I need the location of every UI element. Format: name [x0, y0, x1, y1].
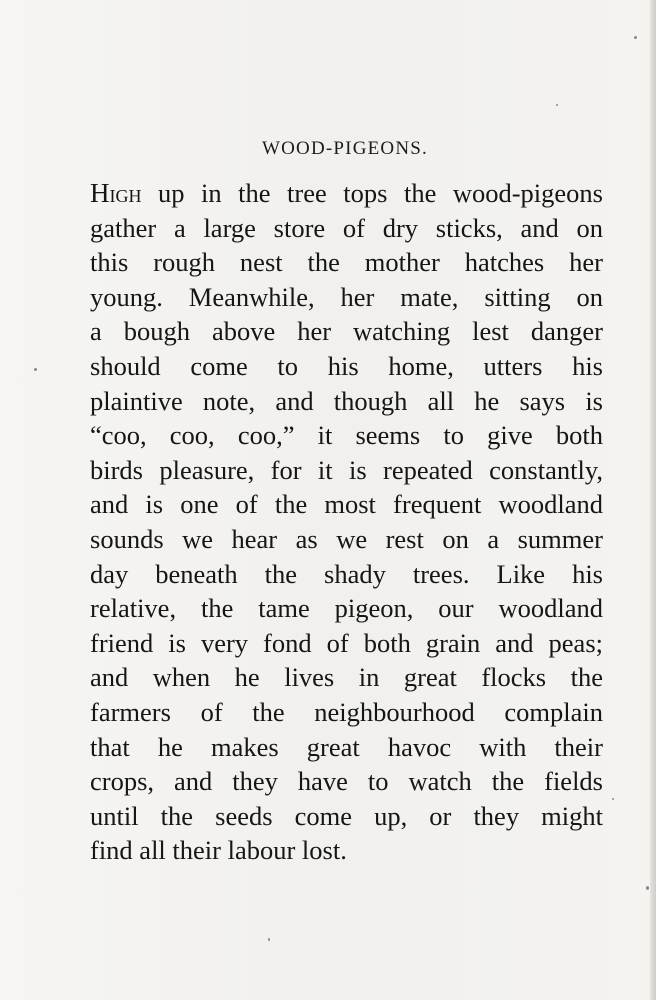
first-line-rest: up in the tree tops the wood-pigeons — [158, 178, 603, 208]
text-line: relative, the tame pigeon, our woodland — [90, 593, 603, 624]
page-title: WOOD-PIGEONS. — [261, 138, 428, 159]
text-line: until the seeds come up, or they might — [90, 800, 603, 831]
text-line: birds pleasure, for it is repeated constantly, — [90, 454, 603, 485]
paper-speck — [268, 938, 270, 941]
text-line: crops, and they have to watch the fields — [90, 766, 603, 797]
paper-speck — [612, 798, 614, 800]
text-line: and when he lives in great flocks the — [90, 662, 603, 693]
drop-capital: H — [90, 178, 110, 208]
text-line: farmers of the neighbourhood complain — [90, 696, 603, 727]
text-line: find all their labour lost. — [90, 835, 347, 866]
text-line: “coo, coo, coo,” it seems to give both — [90, 420, 603, 451]
text-line: day beneath the shady trees. Like his — [90, 558, 603, 589]
paper-speck — [634, 36, 637, 39]
text-line: young. Meanwhile, her mate, sitting on — [90, 281, 603, 312]
text-line: a bough above her watching lest danger — [90, 316, 603, 347]
text-line: plaintive note, and though all he says is — [90, 385, 603, 416]
text-line: that he makes great havoc with their — [90, 731, 603, 762]
paper-speck — [646, 886, 649, 890]
text-line: sounds we hear as we rest on a summer — [90, 523, 603, 554]
text-line: should come to his home, utters his — [90, 350, 603, 381]
text-line — [90, 176, 603, 211]
text-line: friend is very fond of both grain and peas; — [90, 627, 603, 658]
text-line: and is one of the most frequent woodland — [90, 489, 603, 520]
paper-speck — [556, 104, 558, 106]
text-line: this rough nest the mother hatches her — [90, 247, 603, 278]
small-caps-word: igh — [109, 179, 142, 208]
body-paragraph — [90, 176, 603, 868]
text-line: gather a large store of dry sticks, and on — [90, 212, 603, 243]
paper-speck — [34, 368, 37, 371]
